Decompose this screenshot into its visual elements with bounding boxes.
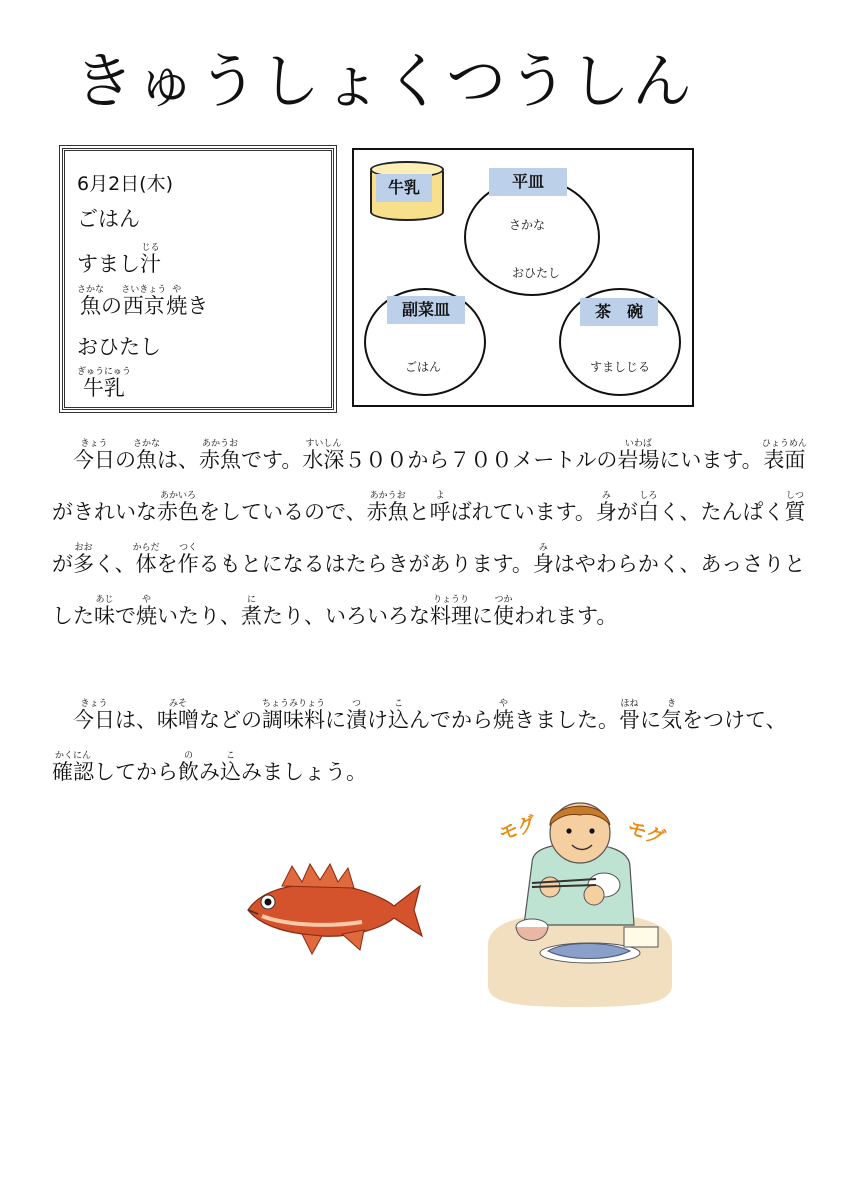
text-run: ばれています。 (450, 500, 596, 524)
fukusai-text: ごはん (405, 360, 442, 374)
text-run: で (115, 604, 136, 628)
ruby-word: 体からだ (132, 543, 160, 576)
text-run: んでから (409, 708, 493, 732)
ruby-word: 気き (661, 699, 682, 732)
ruby-word: 焼や (166, 285, 188, 318)
text-run: に (472, 604, 493, 628)
ruby-word: 作つく (177, 543, 199, 576)
page-title: きゅうしょくつうしん (74, 47, 694, 117)
menu-date: 6月2日(木) (77, 173, 174, 195)
fukusai-label: 副菜皿 (387, 296, 465, 324)
sound-effect-right: モグ (624, 816, 668, 850)
ruby-word: 今日きょう (73, 439, 115, 472)
text-run: く、 (94, 552, 136, 576)
ruby-word: 味噌みそ (157, 699, 199, 732)
text-run: み (199, 760, 220, 784)
text-run: にいます。 (659, 448, 763, 472)
text-run: いたり、 (157, 604, 241, 628)
ruby-word: 調味料ちょうみりょう (262, 699, 326, 732)
milk-label: 牛乳 (376, 174, 432, 202)
ruby-word: 西京さいきょう (121, 285, 167, 318)
ruby-word: 呼よ (429, 491, 451, 524)
tray-diagram (352, 148, 694, 407)
text-run: は、 (157, 448, 199, 472)
ruby-word: 煮に (241, 595, 262, 628)
menu-item (77, 285, 208, 320)
text-run: るもとになるはたらきがあります。 (198, 552, 533, 576)
ruby-word: 焼や (493, 699, 514, 732)
ruby-word: 魚さかな (77, 285, 105, 318)
menu-item: ごはん (77, 207, 140, 231)
text-run: け (367, 708, 388, 732)
text-run: をつけて、 (682, 708, 787, 732)
text-run: は、 (115, 708, 157, 732)
text-run: われます。 (514, 604, 618, 628)
paragraph-1 (52, 434, 807, 642)
text-run: はやわらかく、あっさりとした (52, 552, 806, 628)
ruby-word: 岩場いわば (617, 439, 660, 472)
menu-item (77, 367, 131, 402)
ruby-word: 質しつ (784, 491, 806, 524)
ruby-word: 味あじ (94, 595, 115, 628)
ruby-word: 込こ (388, 699, 409, 732)
text-run: してから (94, 760, 178, 784)
ruby-word: 料理りょうり (430, 595, 472, 628)
text-run: がきれいな (52, 500, 157, 524)
text-run: みましょう。 (241, 760, 367, 784)
text-run: が (616, 500, 638, 524)
ruby-word: 赤色あかいろ (157, 491, 199, 524)
ruby-word: 使つか (493, 595, 514, 628)
eating-person-illustration (484, 795, 676, 1010)
sound-effect-left: モグ (496, 812, 540, 846)
text-run: と (408, 500, 430, 524)
text-run: たり、いろいろな (262, 604, 430, 628)
text-run: です。 (241, 448, 303, 472)
ruby-word: 汁じる (140, 243, 161, 276)
ruby-word: 込こ (220, 751, 241, 784)
ruby-word: 多おお (73, 543, 94, 576)
paragraph-2 (52, 694, 807, 798)
ruby-word: 身み (532, 543, 554, 576)
hirazara-label: 平皿 (489, 168, 567, 196)
hirazara-text-2: おひたし (512, 266, 561, 280)
menu-item: おひたし (77, 335, 161, 359)
text-run: などの (199, 708, 262, 732)
ruby-word: 表面ひょうめん (761, 439, 807, 472)
ruby-word: 今日きょう (73, 699, 115, 732)
ruby-word: 確認かくにん (52, 751, 94, 784)
text-run: く、たんぱく (658, 500, 785, 524)
ruby-word: 漬つ (346, 699, 367, 732)
ruby-word: 骨ほね (619, 699, 640, 732)
text-run: を (156, 552, 178, 576)
text-run: をしているので、 (199, 500, 367, 524)
ruby-word: 赤魚あかうお (199, 439, 241, 472)
ruby-word: 水深すいしん (302, 439, 345, 472)
text-run: き (187, 294, 209, 318)
text-run: きました。 (514, 708, 619, 732)
ruby-word: 白しろ (637, 491, 659, 524)
ruby-word: 焼や (136, 595, 157, 628)
ruby-word: 身み (595, 491, 617, 524)
ruby-word: 飲の (178, 751, 199, 784)
text-run: に (325, 708, 346, 732)
hirazara-text-1: さかな (509, 218, 546, 232)
fish-illustration (242, 858, 426, 958)
ruby-word: 牛乳ぎゅうにゅう (77, 367, 131, 400)
text-run: の (115, 448, 136, 472)
text-run: ５００から７００メートルの (344, 448, 618, 472)
chawan-label: 茶 碗 (580, 298, 658, 326)
menu-box (62, 148, 334, 410)
chawan-text: すましじる (590, 360, 651, 374)
menu-item (77, 243, 161, 278)
text-run: が (52, 552, 73, 576)
text-run: すまし (77, 252, 140, 276)
ruby-word: 赤魚あかうお (366, 491, 409, 524)
text-run: に (640, 708, 661, 732)
ruby-word: 魚さかな (133, 439, 161, 472)
text-run: の (101, 294, 122, 318)
